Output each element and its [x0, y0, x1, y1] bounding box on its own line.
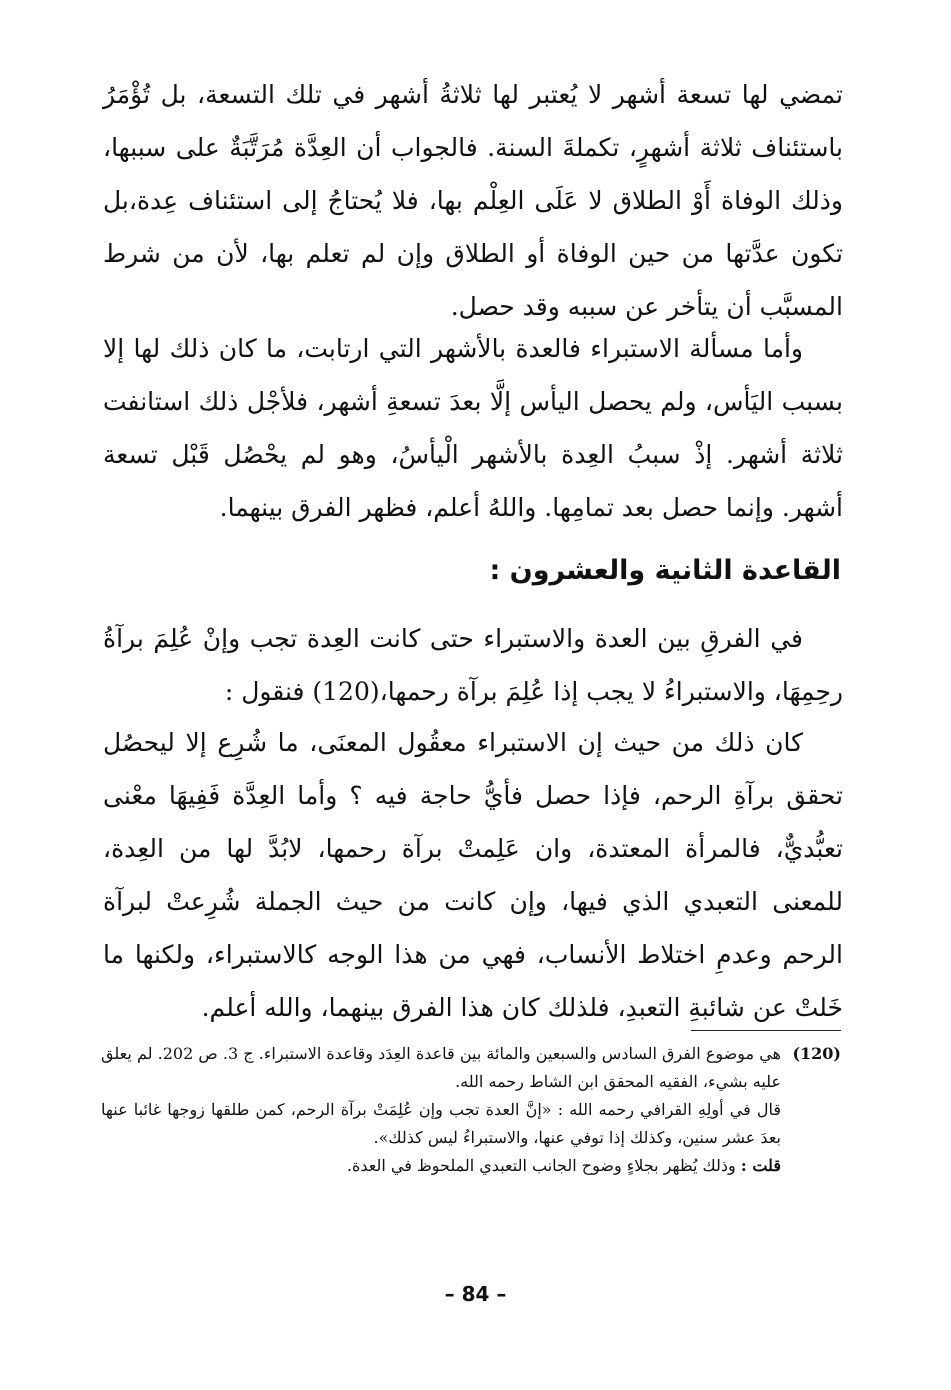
footnote-body: [101, 1040, 781, 1180]
paragraph-3: في الفرقِ بين العدة والاستبراء حتى كانت العِدة تجب وإنْ عُلِمَ برآةُ رحِمِهَا، والاستبراءُ لا يجب إذا عُلِمَ برآة رحمها،(120) فنقول :: [103, 624, 843, 706]
footnote-label: قلت :: [740, 1156, 781, 1175]
paragraph-2: وأما مسألة الاستبراء فالعدة بالأشهر التي ارتابت، ما كان ذلك لها إلا بسبب اليَأس، ولم يحصل اليأس إلَّا بعدَ تسعةِ أشهر، فلأجْل ذلك استانفت ثلاثة أشهر. إذْ سببُ العِدة بالأشهر الْيأسُ، وهو لم يحْصُل قَبْل تسعة أشهر. وإنما حصل بعد تمامِها. واللهُ أعلم، فظهر الفرق بينهما.: [103, 334, 843, 522]
page-number: – 84 –: [444, 1282, 507, 1306]
footnote-number: (120): [792, 1044, 841, 1063]
section-heading: القاعدة الثانية والعشرون :: [489, 555, 841, 586]
footnote-line-3-text: وذلك يُظهر بجلاءٍ وضوح الجانب التعبدي الملحوظ في العدة.: [346, 1156, 736, 1175]
footnote-line-2: قال في أولِهِ القرافي رحمه الله : «إنَّ العدة تجب وإن عُلِمَتْ برآة الرحم، كمن طلقها زوجها غائبا عنها بعدَ عشر سنين، وكذلك إذا توفي عنها، والاستبراءُ ليس كذلك».: [101, 1100, 782, 1147]
footnote-row: [101, 1040, 841, 1180]
footnote: [101, 1040, 841, 1180]
footnote-line-1: هي موضوع الفرق السادس والسبعين والمائة بين قاعدة العِدَد وقاعدة الاستبراء. ج 3. ص 202. لم يعلق عليه بشيء، الفقيه المحقق ابن الشاط رحمه الله.: [101, 1044, 781, 1091]
paragraph-4: كان ذلك من حيث إن الاستبراء معقُول المعنَى، ما شُرِع إلا ليحصُل تحقق برآةِ الرحم، فإذا حصل فأيُّ حاجة فيه ؟ وأما العِدَّة فَفِيهَا معْنى تعبُّديٌّ، فالمرأة المعتدة، وان عَلِمتْ برآة رحمها، لابُدَّ لها من العِدة، للمعنى التعبدي الذي فيها، وإن كانت من حيث الجملة شُرِعتْ لبرآة الرحم وعدمِ اختلاط الأنساب، فهي من هذا الوجه كالاستبراء، ولكنها ما خَلتْ عن شائبةِ التعبدِ، فلذلك كان هذا الفرق بينهما، والله أعلم.: [103, 728, 843, 1022]
footnote-separator: [691, 1030, 841, 1031]
paragraph-1: تمضي لها تسعة أشهر لا يُعتبر لها ثلاثةُ أشهر في تلك التسعة، بل تُؤْمَرُ باستئناف ثلاثة أشهرٍ، تكملةَ السنة. فالجواب أن العِدَّة مُرَتَّبَةٌ على سببها، وذلك الوفاة أَوْ الطلاق لا عَلَى العِلْم بها، فلا يُحتاجُ إلى استئناف عِدة،بل تكون عدَّتها من حين الوفاة أو الطلاق وإن لم تعلم بها، لأن من شرط المسبَّب أن يتأخر عن سببه وقد حصل.: [103, 80, 843, 321]
footnote-line-3: [101, 1152, 781, 1180]
